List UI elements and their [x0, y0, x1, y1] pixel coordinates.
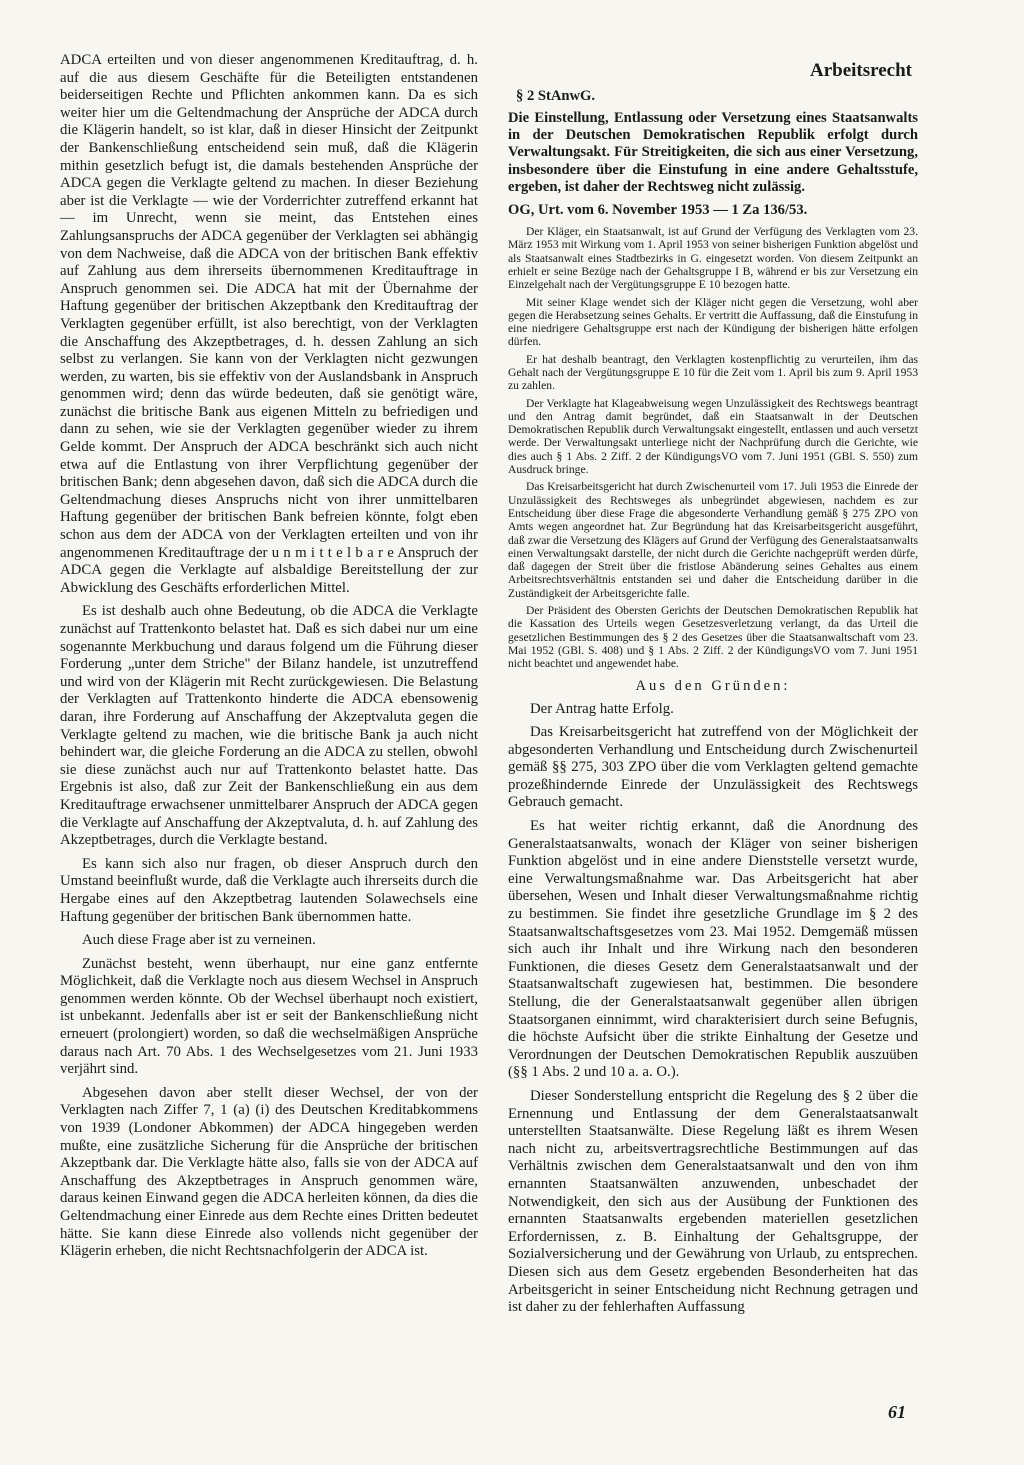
grounds-paragraph-1: Der Antrag hatte Erfolg.	[530, 700, 674, 717]
facts-paragraph-2: Mit seiner Klage wendet sich der Kläger nicht gegen die Versetzung, wohl aber gegen die Herabsetzung seines Gehalts. Er vertritt die Auffassung, daß die Einstufung in eine niedrigere Gehaltsgruppe erst nach der Kündigung der bisherigen hätte erfolgen dürfen.	[508, 295, 918, 349]
grounds-paragraph-2: Das Kreisarbeitsgericht hat zutreffend von der Möglichkeit der abgesonderten Verhandlung und Entscheidung durch Zwischenurteil gemäß §§ 275, 303 ZPO über die vom Verklagten geltend gemachte prozeßhindernde Einrede der Unzulässigkeit des Rechtswegs Gebrauch gemacht.	[508, 724, 918, 811]
left-paragraph-5: Zunächst besteht, wenn überhaupt, nur eine ganz entfernte Möglichkeit, daß die Verklagte noch aus diesem Wechsel in Anspruch genommen werden könnte. Ob der Wechsel überhaupt noch existiert, ist unbekannt. Jedenfalls aber ist er seit der Bankenschließung nicht erneuert (prolongiert) worden, so daß die wechselmäßigen Ansprüche daraus nach Art. 70 Abs. 1 des Wechselgesetzes vom 21. Juni 1933 verjährt sind.	[60, 955, 478, 1078]
facts-paragraph-3: Er hat deshalb beantragt, den Verklagten kostenpflichtig zu verurteilen, ihm das Gehalt nach der Vergütungsgruppe E 10 für die Zeit vom 1. April bis zum 9. April 1953 zu zahlen.	[508, 352, 918, 393]
right-column	[508, 52, 918, 1317]
left-paragraph-1: ADCA erteilten und von dieser angenommenen Kreditauftrag, d. h. auf die aus diesem Geschäfte für die Beteiligten entstandenen beiderseitigen Rechte und Pflichten ankommen kann. Da es sich weiter hier um die Geltendmachung der Ansprüche der ADCA durch die Klägerin handelt, so ist klar, daß in dieser Hinsicht der Zeitpunkt der Bankenschließung entscheidend sein muß, daß die Klägerin mithin gesetzlich befugt ist, die damals bestehenden Ansprüche der ADCA gegen die Verklagte geltend zu machen. In dieser Beziehung aber ist die Verklagte — wie der Vorderrichter zutreffend erkannt hat — im Unrecht, wenn sie meint, das Entstehen eines Zahlungsanspruchs der ADCA gegenüber der Verklagten sei abhängig von dem Nachweise, daß die ADCA von der britischen Bank effektiv auf Zahlung aus dem ihrerseits übernommenen Kreditauftrage in Anspruch genommen sei. Die ADCA hat mit der Übernahme der Haftung gegenüber der britischen Akzeptbank den Kreditauftrag der Verklagten gegenüber erfüllt, ist also berechtigt, von der Verklagten die Anschaffung des Akzeptbetrages, d. h. dessen Zahlung an sich selbst zu verlangen. Sie kann von der Verklagten nicht gezwungen werden, zu warten, bis sie effektiv von der Auslandsbank in Anspruch genommen wird; denn das würde bedeuten, daß sie genötigt wäre, zunächst die britische Bank aus eigenen Mitteln zu befriedigen und dann zu sehen, wie sie der Verklagten gegenüber wieder zu ihrem Gelde kommt. Der Anspruch der ADCA beschränkt sich auch nicht etwa auf die Entlastung von ihrer Verpflichtung gegenüber der britischen Bank; denn abgesehen davon, daß sich die ADCA durch die Geltendmachung dieses Anspruchs nicht von ihrer unmittelbaren Haftung gegenüber der britischen Bank befreien könnte, folgt eben schon aus dem der ADCA von der Verklagten erteilten und von ihr angenommenen Kreditauftrage der u n m i t t e l b a r e Anspruch der ADCA gegen die Verklagte auf alsbaldige Bereitstellung der zur Abwicklung des Geschäfts erforderlichen Mittel.	[60, 52, 478, 596]
facts-paragraph-4: Der Verklagte hat Klageabweisung wegen Unzulässigkeit des Rechtswegs beantragt und den Antrag damit begründet, daß ein Staatsanwalt in der Deutschen Demokratischen Republik durch Verwaltungsakt eingestellt, entlassen und auch versetzt werde. Der Verwaltungsakt unterliege nicht der Nachprüfung durch die Gerichte, wie dies auch § 1 Abs. 2 Ziff. 2 der KündigungsVO vom 7. Juni 1951 (GBl. S. 550) zum Ausdruck bringe.	[508, 396, 918, 477]
facts-paragraph-1: Der Kläger, ein Staatsanwalt, ist auf Grund der Verfügung des Verklagten vom 23. März 1953 mit Wirkung vom 1. April 1953 von seiner bisherigen Funktion abgelöst und als Staatsanwalt eines Stadtbezirks in G. eingesetzt worden. Von diesem Zeitpunkt an erhielt er seine Bezüge nach der Gehaltsgruppe I B, während er bis zur Versetzung ein Einzelgehalt nach der Vergütungsgruppe E 10 bezogen hatte.	[508, 225, 918, 292]
case-citation: OG, Urt. vom 6. November 1953 — 1 Za 136/53.	[508, 202, 808, 219]
facts-paragraph-6: Der Präsident des Obersten Gerichts der Deutschen Demokratischen Republik hat die Kassation des Urteils wegen Gesetzesverletzung verlangt, da das Urteil die gesetzlichen Bestimmungen des § 2 des Gesetzes über die Staatsanwaltschaft vom 23. Mai 1952 (GBl. S. 408) und § 1 Abs. 2 Ziff. 2 der KündigungsVO vom 7. Juni 1951 nicht beachtet und angewendet habe.	[508, 604, 918, 671]
left-paragraph-6: Abgesehen davon aber stellt dieser Wechsel, der von der Verklagten nach Ziffer 7, 1 (a) (i) des Deutschen Kreditabkommens von 1939 (Londoner Abkommen) der ADCA hingegeben werden mußte, eine zusätzliche Sicherung für die Ansprüche der britischen Akzeptbank dar. Die Verklagte hätte also, falls sie von der ADCA auf Anschaffung des Akzeptbetrages in Anspruch genommen wäre, daraus keinen Einwand gegen die ADCA herleiten können, da dies die Geltendmachung einer Einrede aus dem Rechte eines Dritten bedeutet hätte. Sie kann diese Einrede also vollends nicht gegenüber der Klägerin erheben, die nicht Rechtsnachfolgerin der ADCA ist.	[60, 1084, 478, 1260]
facts-paragraph-5: Das Kreisarbeitsgericht hat durch Zwischenurteil vom 17. Juli 1953 die Einrede der Unzulässigkeit des Rechtsweges als unbegründet abgewiesen, nachdem es zur Entscheidung über diese Frage die abgesonderte Verhandlung gemäß § 275 ZPO von Amts wegen angeordnet hat. Zur Begründung hat das Kreisarbeitsgericht ausgeführt, daß zwar die Versetzung des Klägers auf Grund der Verfügung des Generalstaatsanwalts einen Verwaltungsakt darstelle, der nicht durch die Gerichte nachgeprüft werden dürfe, daß dagegen der Streit über die fristlose Abänderung seines Gehaltes aus einem Arbeitsrechtsverhältnis entstanden sei und daher die Entscheidung darüber in die Zuständigkeit der Arbeitsgerichte falle.	[508, 480, 918, 600]
page-number: 61	[888, 1402, 906, 1422]
grounds-heading: Aus den Gründen:	[635, 677, 791, 694]
statute-reference: § 2 StAnwG.	[516, 88, 596, 104]
left-column	[60, 52, 478, 1261]
grounds-paragraph-3: Es hat weiter richtig erkannt, daß die Anordnung des Generalstaatsanwalts, wonach der Kläger von seiner bisherigen Funktion abgelöst und in eine andere Dienststelle versetzt wurde, eine Verwaltungsmaßnahme war. Das Arbeitsgericht hat aber übersehen, Wesen und Inhalt dieser Verwaltungsmaßnahme richtig zu bestimmen. Sie findet ihre gesetzliche Grundlage im § 2 des Staatsanwaltschaftsgesetzes vom 23. Mai 1952. Demgemäß müssen sich auch ihr Inhalt und ihre Wirkung nach den besonderen Funktionen, die dieses Gesetz dem Generalstaatsanwalt und der Staatsanwaltschaft zugewiesen hat, bestimmen. Die besondere Stellung, die der Generalstaatsanwalt gegenüber allen übrigen Staatsorganen einnimmt, wird charakterisiert durch seine Befugnis, die höchste Aufsicht über die strikte Einhaltung der Gesetze und Verordnungen der Deutschen Demokratischen Republik auszuüben (§§ 1 Abs. 2 und 10 a. a. O.).	[508, 818, 918, 1081]
left-paragraph-3: Es kann sich also nur fragen, ob dieser Anspruch durch den Umstand beeinflußt wurde, daß die Verklagte auch ihrerseits durch die Hergabe eines auf den Akzeptbetrag lautenden Solawechsels eine Haftung gegenüber der britischen Bank übernommen hatte.	[60, 855, 478, 925]
left-paragraph-2: Es ist deshalb auch ohne Bedeutung, ob die ADCA die Verklagte zunächst auf Trattenkonto belastet hat. Daß es sich dabei nur um eine sogenannte Merkbuchung und daraus folgend um die Führung dieser Forderung „unter dem Striche" der Bilanz handele, ist unzutreffend und wird von der Klägerin mit Recht zurückgewiesen. Die Belastung der Verklagten auf Trattenkonto hinderte die ADCA ebensowenig daran, ihre Forderung auf Anschaffung der Akzeptvaluta gegen die Verklagte geltend zu machen, wie die britische Bank ja auch nicht behindert war, die gleiche Forderung an die ADCA zu stellen, obwohl sie diese zunächst auch nur auf Trattenkonto belastet hatte. Das Ergebnis ist also, daß zur Zeit der Bankenschließung ein aus dem Kreditauftrage erwachsener unmittelbarer Anspruch der ADCA gegen die Verklagte auf Anschaffung der Akzeptvaluta, d. h. auf Zahlung des Akzeptbetrages, durch die Verklagte bestand.	[60, 603, 478, 849]
grounds-paragraph-4: Dieser Sonderstellung entspricht die Regelung des § 2 über die Ernennung und Entlassung der dem Generalstaatsanwalt unterstellten Staatsanwälte. Diese Regelung läßt es ihrem Wesen nach nicht zu, arbeitsvertragsrechtliche Bestimmungen auf das Verhältnis zwischen dem Generalstaatsanwalt und den von ihm ernannten Staatsanwälten anzuwenden, unbeschadet der Notwendigkeit, den sich aus der Ausübung der Funktionen des ernannten Staatsanwalts ergebenden materiellen gesetzlichen Erfordernissen, z. B. Einhaltung der Gehaltsgruppe, der Sozialversicherung und der Gewährung von Urlaub, zu entsprechen. Diesen sich aus dem Gesetz ergebenden Besonderheiten hat das Arbeitsgericht in seiner Entscheidung nicht Rechnung getragen und ist daher zu der fehlerhaften Auffassung	[508, 1087, 918, 1316]
section-title: Arbeitsrecht	[809, 60, 912, 81]
left-paragraph-4: Auch diese Frage aber ist zu verneinen.	[82, 932, 316, 949]
facts-section	[508, 225, 918, 671]
headnote: Die Einstellung, Entlassung oder Versetzung eines Staatsanwalts in der Deutschen Demokratischen Republik erfolgt durch Verwaltungsakt. Für Streitigkeiten, die sich aus einer Versetzung, insbesondere über die Einstufung in eine andere Gehaltsstufe, ergeben, ist daher der Rechtsweg nicht zulässig.	[508, 110, 918, 195]
